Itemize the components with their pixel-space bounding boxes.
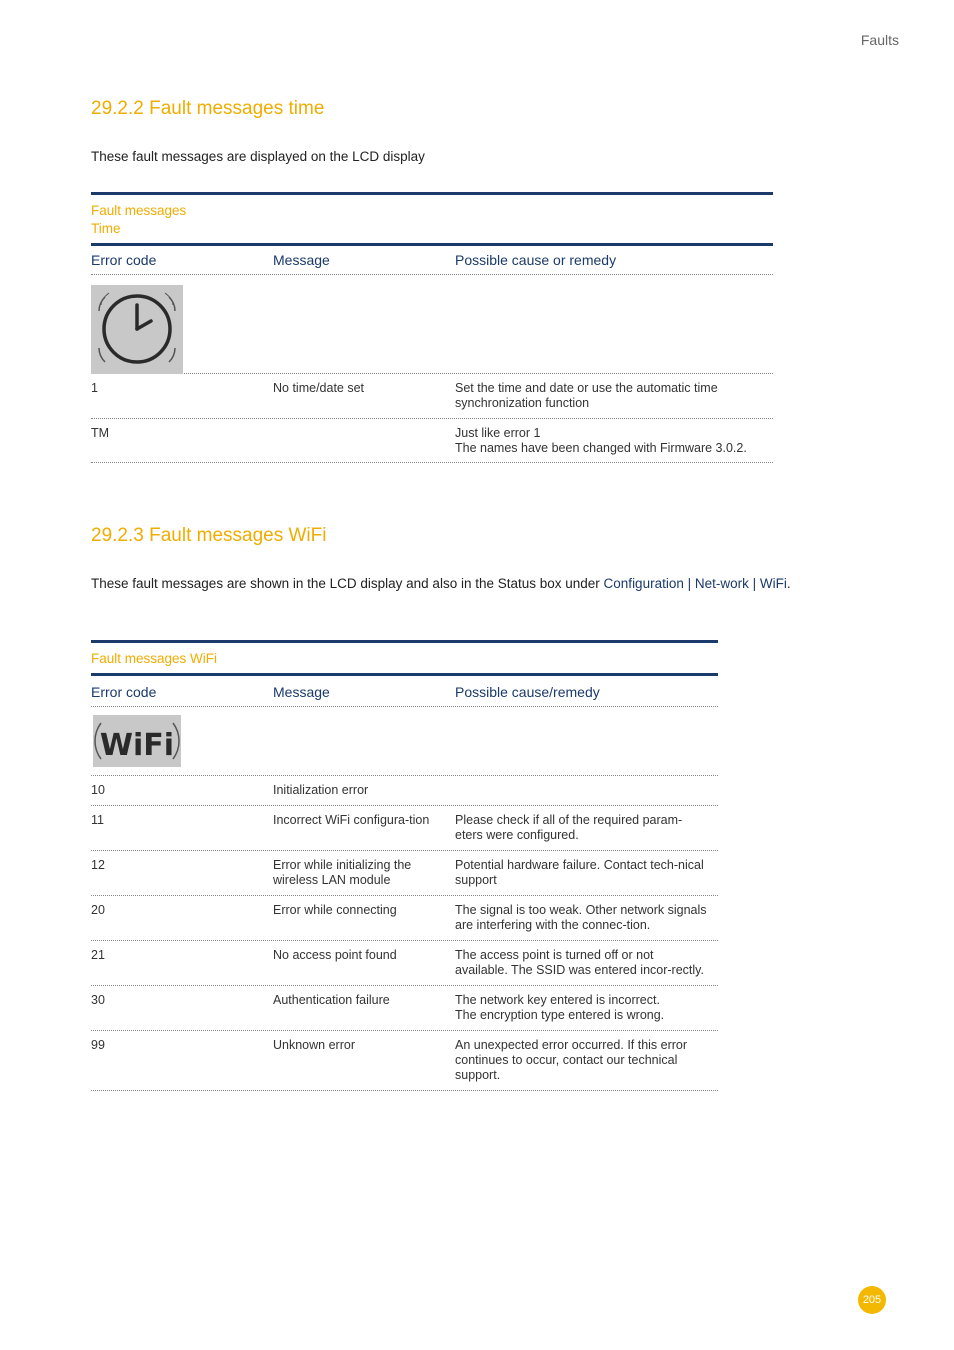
page-number-badge: 205: [858, 1286, 886, 1314]
fault-table-wifi: [91, 640, 718, 1091]
config-path-link: Configuration | Net-work | WiFi: [603, 576, 787, 591]
table-row: 20 Error while connecting The signal is too weak. Other network signals are interfering with the connec-tion.: [91, 896, 718, 941]
clock-icon: [91, 285, 183, 374]
icon-row: [91, 275, 773, 374]
col-header-message: Message: [273, 252, 330, 268]
running-header: Faults: [860, 32, 899, 48]
table-row: 1 No time/date set Set the time and date or use the automatic time synchronization function: [91, 374, 773, 419]
table-row: 30 Authentication failure The network key entered is incorrect. The encryption type entered is wrong.: [91, 986, 718, 1031]
table-caption: Fault messages Time: [91, 195, 773, 246]
table-header-row: [91, 246, 773, 275]
col-header-message: Message: [273, 684, 330, 700]
intro-time: These fault messages are displayed on the LCD display: [91, 149, 425, 164]
wifi-icon: [93, 715, 181, 767]
col-header-error-code: Error code: [91, 684, 157, 700]
table-row: 21 No access point found The access point is turned off or not available. The SSID was entered incor-rectly.: [91, 941, 718, 986]
table-row: 12 Error while initializing the wireless LAN module Potential hardware failure. Contact tech-nical support: [91, 851, 718, 896]
section-title-time: 29.2.2 Fault messages time: [91, 98, 325, 119]
col-header-cause: Possible cause/remedy: [455, 684, 600, 700]
table-row: 11 Incorrect WiFi configura-tion Please check if all of the required param-eters were configured.: [91, 806, 718, 851]
table-row: 99 Unknown error An unexpected error occurred. If this error continues to occur, contact our technical support.: [91, 1031, 718, 1091]
intro-wifi: These fault messages are shown in the LCD display and also in the Status box under Configuration | Net-work | WiFi.: [91, 576, 791, 591]
col-header-error-code: Error code: [91, 252, 157, 268]
wifi-icon-text: WiFi: [99, 728, 175, 763]
table-caption: Fault messages WiFi: [91, 643, 718, 676]
section-title-wifi: 29.2.3 Fault messages WiFi: [91, 525, 327, 546]
table-row: TM Just like error 1 The names have been changed with Firmware 3.0.2.: [91, 419, 773, 463]
table-header-row: [91, 676, 718, 707]
table-row: 10 Initialization error: [91, 776, 718, 806]
icon-row: [91, 707, 718, 776]
col-header-cause: Possible cause or remedy: [455, 252, 617, 268]
fault-table-time: [91, 192, 773, 463]
